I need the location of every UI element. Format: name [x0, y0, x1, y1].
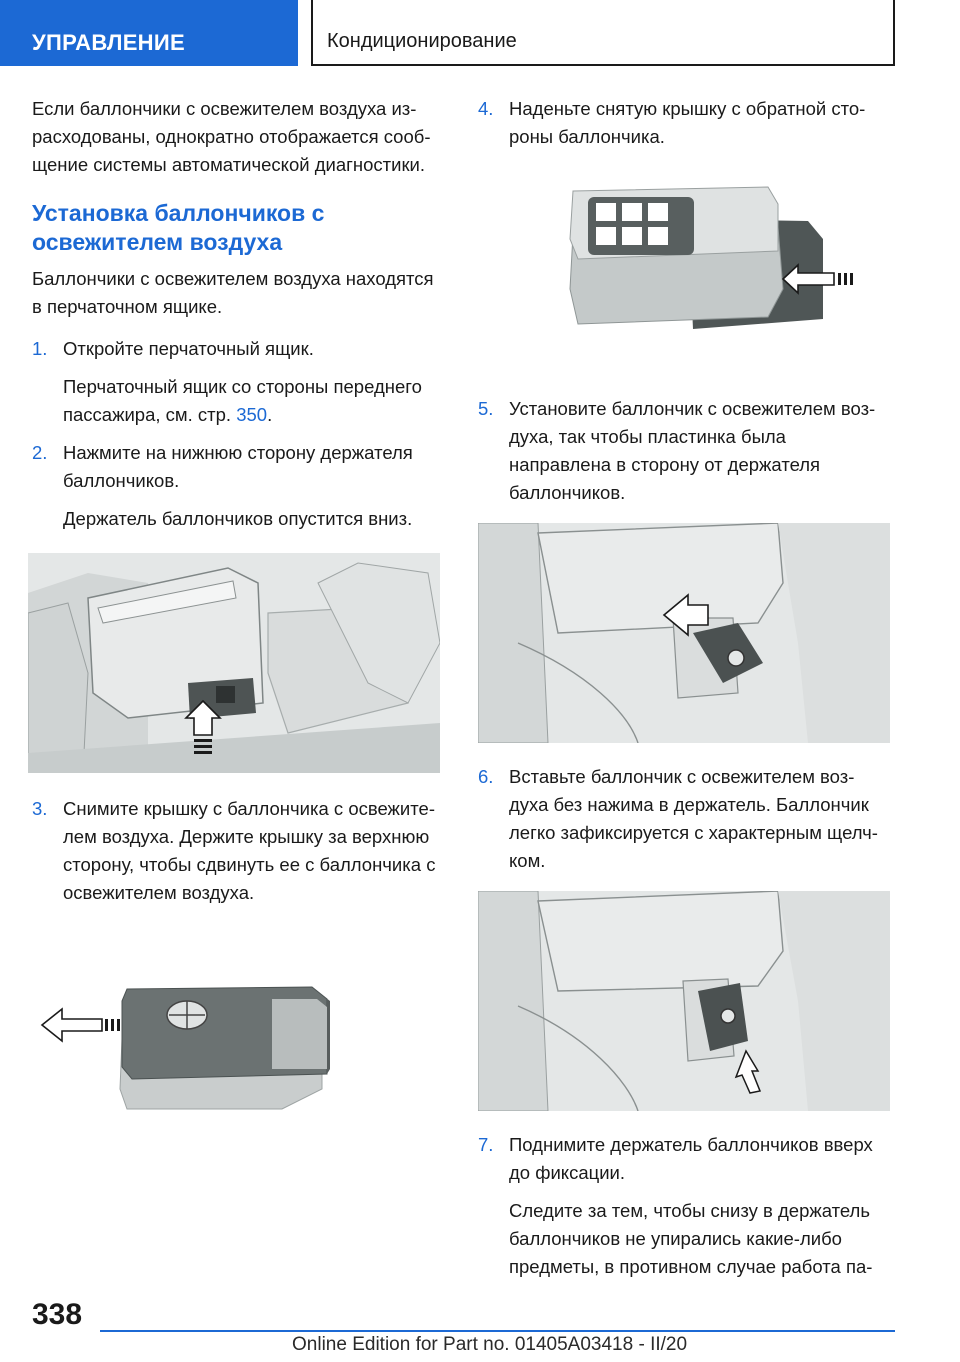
right-column	[478, 95, 892, 1291]
step-text: Установите баллончик с освежителем воз-духа, так чтобы пластинка была направлена в сторону от держателя баллончиков.	[509, 398, 876, 503]
step-1	[32, 335, 446, 363]
step-number: 5.	[478, 398, 494, 419]
note-text: Перчаточный ящик со стороны переднего пассажира, см. стр.	[63, 376, 422, 425]
step-5	[478, 395, 892, 507]
glovebox-holder-illustration	[28, 553, 440, 773]
note-end: .	[267, 404, 273, 425]
step-text: Снимите крышку с баллончика с освежите-лем воздуха. Держите крышку за верхнюю сторону, чтобы сдвинуть ее с баллончика с освежителем воздуха.	[63, 798, 436, 903]
step-2	[32, 439, 446, 495]
page-number: 338	[32, 1298, 83, 1331]
step-7	[478, 1131, 892, 1187]
step-number: 2.	[32, 442, 48, 463]
step-2-note: Держатель баллончиков опустится вниз.	[63, 508, 413, 529]
step-number: 7.	[478, 1134, 494, 1155]
page-reference-link[interactable]: 350	[236, 404, 268, 425]
section-tab	[0, 0, 298, 66]
intro-paragraph: Если баллончики с освежителем воздуха из-расходованы, однократно отображается сооб-щение системы автоматической диагностики.	[32, 98, 431, 175]
subsection-box	[311, 0, 895, 66]
location-paragraph: Баллончики с освежителем воздуха находятся в перчаточном ящике.	[32, 268, 434, 317]
cap-reverse-illustration	[478, 179, 890, 361]
subsection-title: Кондиционирование	[327, 30, 517, 52]
step-text: Нажмите на нижнюю сторону держателя баллончиков.	[63, 442, 413, 491]
step-number: 1.	[32, 338, 48, 359]
canister-clicked-illustration	[478, 891, 890, 1111]
left-column	[32, 95, 446, 1149]
step-7-note: Следите за тем, чтобы снизу в держатель баллончиков не упирались какие-либо предметы, в противном случае работа па-	[509, 1200, 873, 1277]
step-number: 6.	[478, 766, 494, 787]
step-number: 3.	[32, 798, 48, 819]
step-3	[32, 795, 446, 907]
step-text: Поднимите держатель баллончиков вверх до фиксации.	[509, 1134, 873, 1183]
step-text: Вставьте баллончик с освежителем воз-духа без нажима в держатель. Баллончик легко зафиксируется с характерным щелч-ком.	[509, 766, 878, 871]
section-title: УПРАВЛЕНИЕ	[32, 30, 185, 55]
step-text: Наденьте снятую крышку с обратной сто-роны баллончика.	[509, 98, 866, 147]
remove-cap-illustration	[32, 929, 444, 1129]
step-1-note	[32, 373, 446, 429]
step-text: Откройте перчаточный ящик.	[63, 338, 314, 359]
section-heading: Установка баллончиков с освежителем воздуха	[32, 200, 325, 255]
insert-canister-illustration	[478, 523, 890, 743]
edition-label: Online Edition for Part no. 01405A03418 - II/20	[292, 1334, 688, 1355]
footer-divider	[100, 1330, 895, 1332]
step-number: 4.	[478, 98, 494, 119]
page-header	[0, 0, 960, 66]
step-6	[478, 763, 892, 875]
step-4	[478, 95, 892, 151]
